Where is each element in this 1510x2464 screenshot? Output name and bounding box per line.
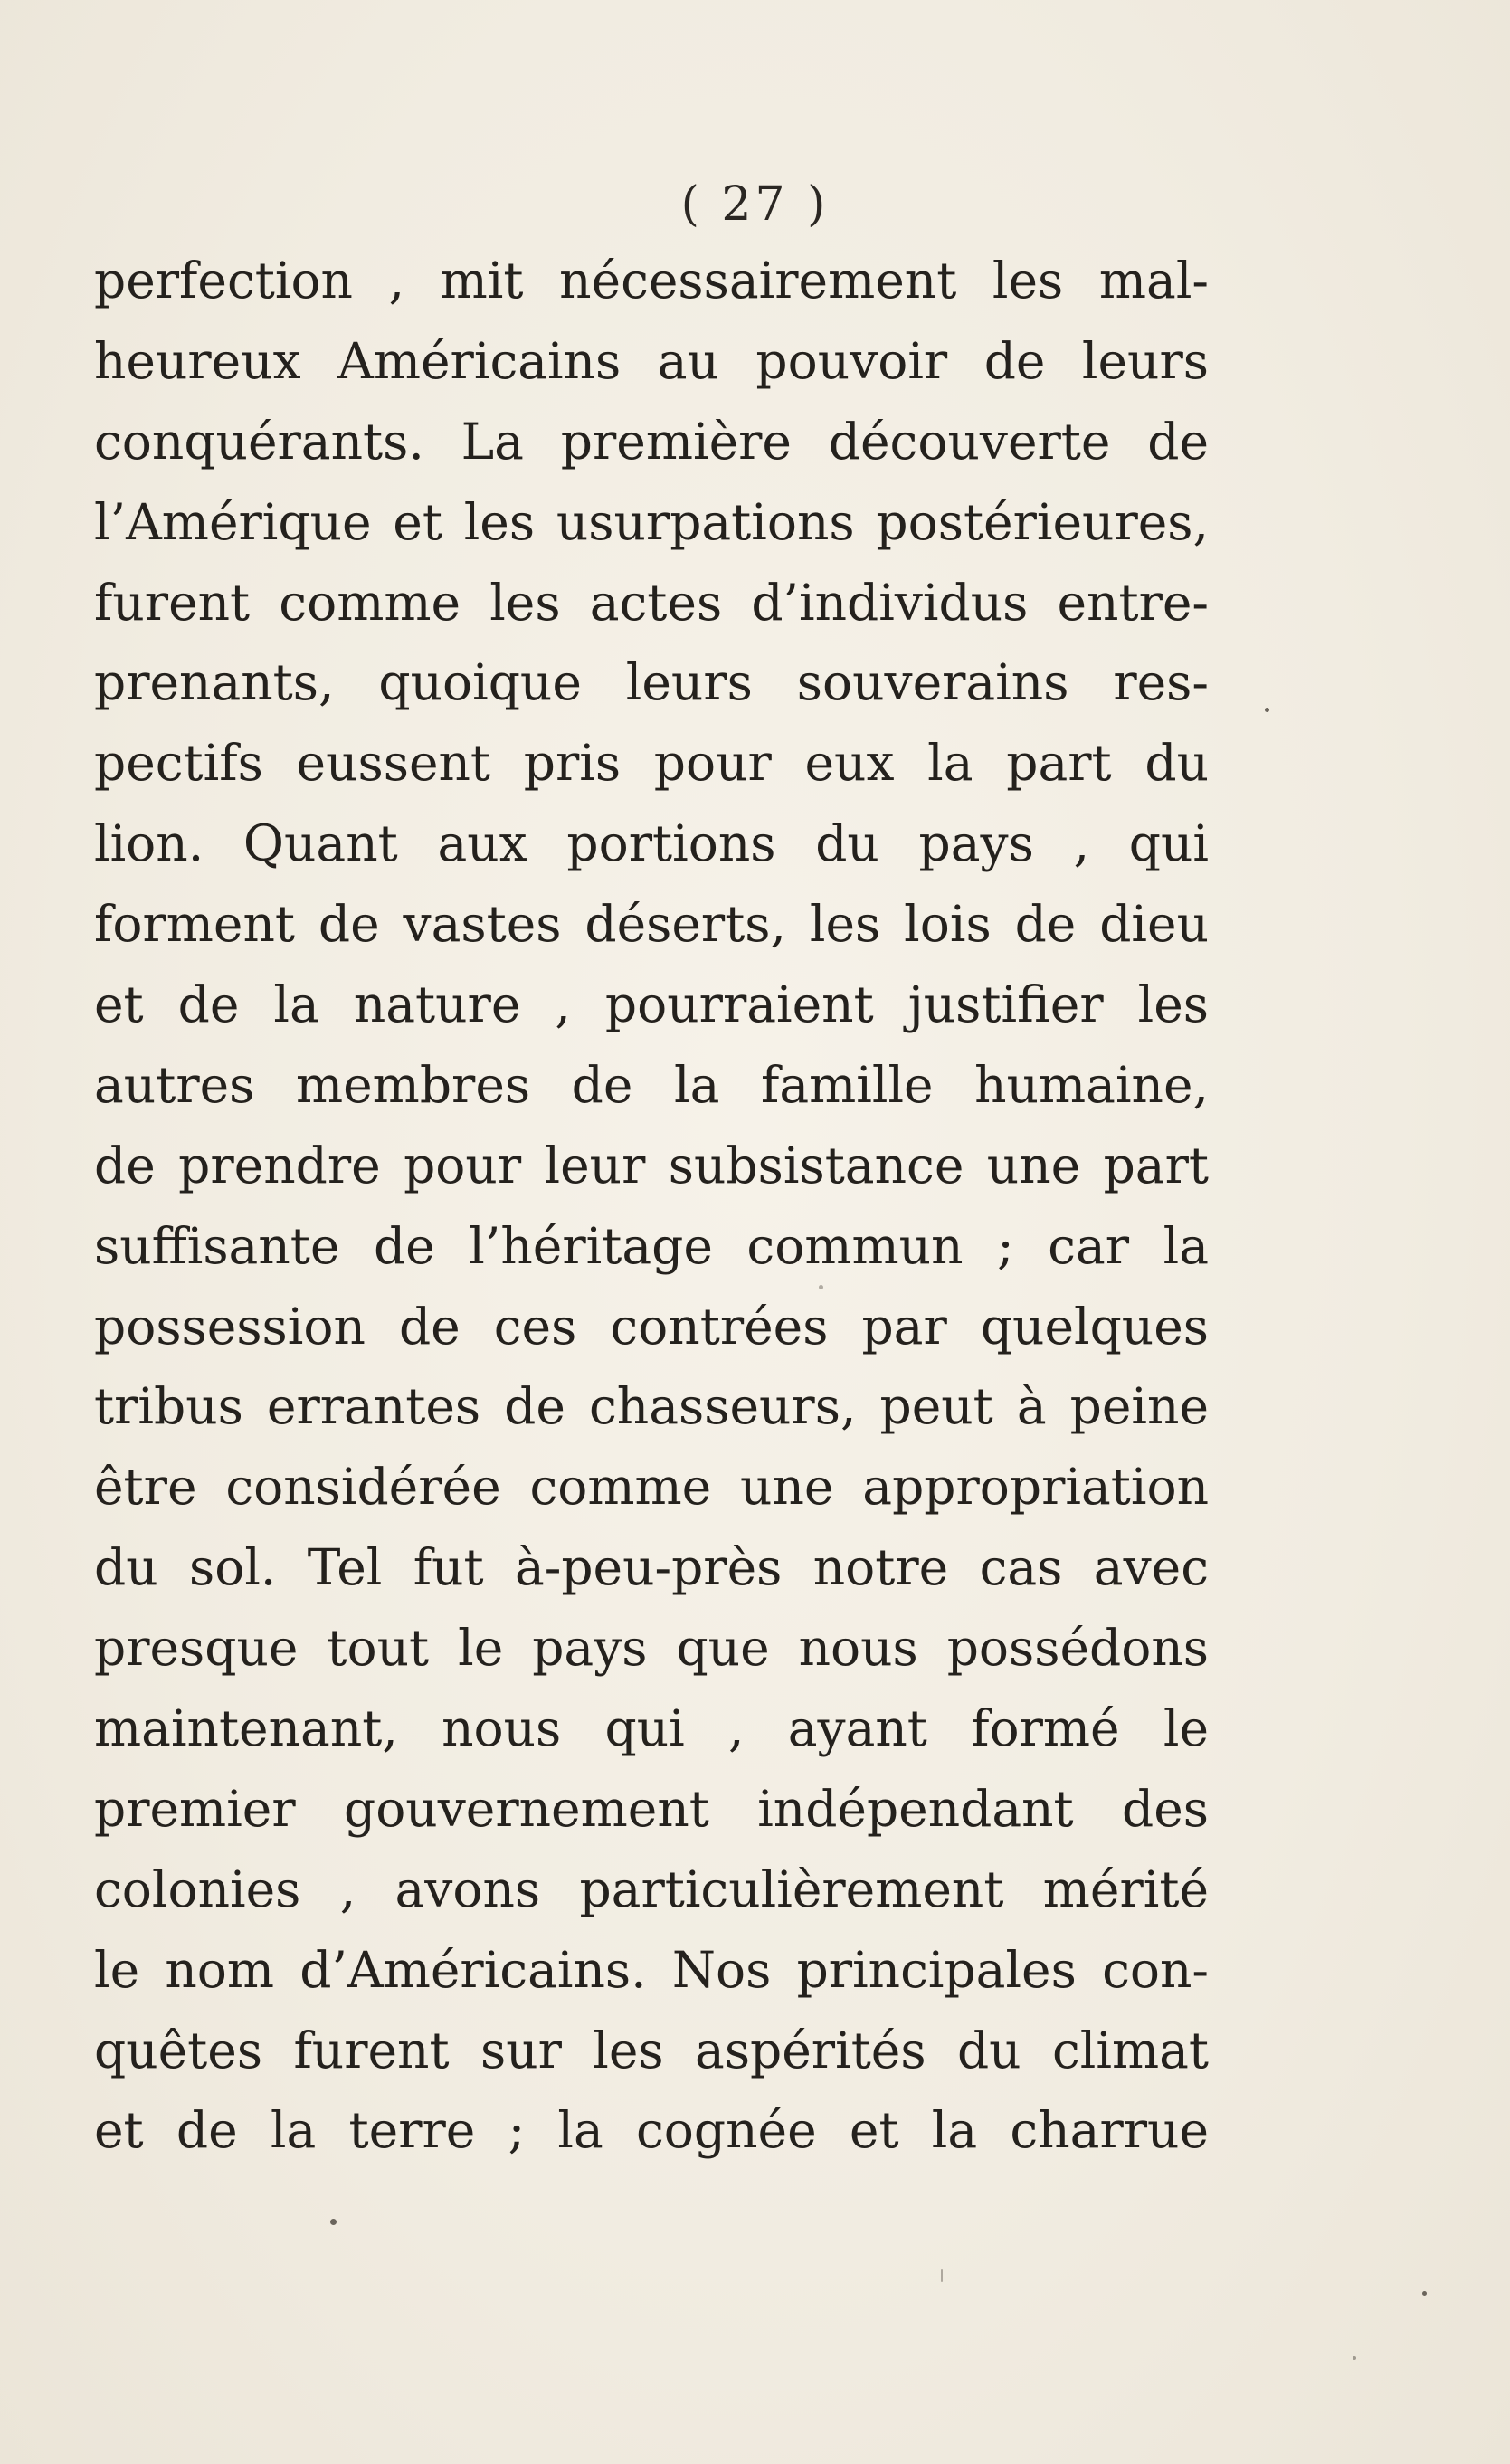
text-line: forment de vastes déserts, les lois de dieu [94, 895, 1209, 954]
text-line: le nom d’Américains. Nos principales con- [94, 1940, 1209, 1999]
paper-speck [330, 2219, 337, 2225]
text-line: être considérée comme une appropriation [94, 1458, 1209, 1517]
text-line: colonies , avons particulièrement mérité [94, 1860, 1209, 1918]
text-line: furent comme les actes d’individus entre- [94, 573, 1209, 632]
text-line: l’Amérique et les usurpations postérieures, [94, 492, 1209, 551]
text-line: suffisante de l’héritage commun ; car la [94, 1216, 1209, 1275]
text-line: et de la terre ; la cognée et la charrue [94, 2101, 1209, 2160]
text-line: perfection , mit nécessairement les mal- [94, 252, 1209, 309]
text-line: presque tout le pays que nous possédons [94, 1619, 1209, 1678]
text-line: pectifs eussent pris pour eux la part du [94, 734, 1209, 793]
text-line: prenants, quoique leurs souverains res- [94, 653, 1209, 712]
page-number: ( 27 ) [680, 177, 830, 232]
text-line: tribus errantes de chasseurs, peut à peine [94, 1377, 1209, 1436]
paper-speck [819, 1285, 823, 1289]
text-line: possession de ces contrées par quelques [94, 1297, 1209, 1356]
text-line: quêtes furent sur les aspérités du climat [94, 2021, 1209, 2079]
paper-speck [1422, 2291, 1427, 2296]
text-line: autres membres de la famille humaine, [94, 1055, 1209, 1114]
paper-speck [941, 2269, 943, 2282]
text-line: du sol. Tel fut à-peu-près notre cas avec [94, 1538, 1209, 1597]
text-line: lion. Quant aux portions du pays , qui [94, 814, 1209, 873]
paper-speck [1265, 708, 1269, 712]
text-line: et de la nature , pourraient justifier les [94, 975, 1209, 1034]
text-line: heureux Américains au pouvoir de leurs [94, 331, 1209, 390]
text-line: conquérants. La première découverte de [94, 412, 1209, 471]
body-text [94, 241, 1209, 2171]
paper-speck [1353, 2356, 1356, 2360]
text-line: premier gouvernement indépendant des [94, 1779, 1209, 1838]
text-line: de prendre pour leur subsistance une part [94, 1136, 1209, 1194]
text-line: maintenant, nous qui , ayant formé le [94, 1699, 1209, 1758]
